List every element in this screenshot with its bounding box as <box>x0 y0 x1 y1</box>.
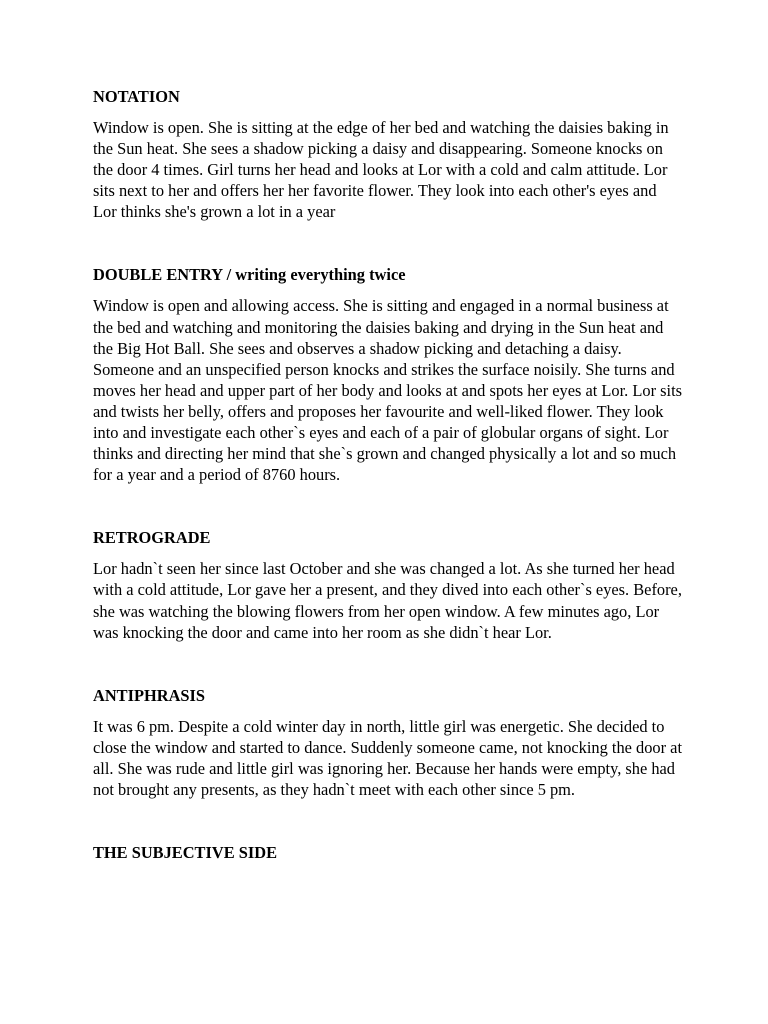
section-paragraph: Window is open. She is sitting at the edge of her bed and watching the daisies baking in the Sun heat. She sees a shadow picking a daisy and disappearing. Someone knocks on the door 4 times. Girl turns her head and looks at Lor with a cold and calm attitude. Lor sits next to her and offers her her favorite flower. They look into each other's eyes and Lor thinks she's grown a lot in a year <box>93 118 669 222</box>
section-paragraph: Window is open and allowing access. She is sitting and engaged in a normal business at the bed and watching and monitoring the daisies baking and drying in the Sun heat and the Big Hot Ball. She sees and observes a shadow picking and detaching a daisy. Someone and an unspecified person knocks and strikes the surface noisily. She turns and moves her head and upper part of her body and looks at and spots her eyes at Lor. Lor sits and twists her belly, offers and proposes her favourite and well-liked flower. They look into and investigate each other`s eyes and each of a pair of globular organs of sight. Lor thinks and directing her mind that she`s grown and changed physically a lot and so much for a year and a period of 8760 hours. <box>93 296 682 485</box>
section-heading: RETROGRADE <box>93 528 211 548</box>
section-antiphrasis <box>93 685 683 800</box>
section-gap <box>93 643 683 685</box>
section-gap <box>93 485 683 527</box>
section-subjective-side <box>93 842 683 863</box>
section-gap <box>93 222 683 264</box>
section-heading: DOUBLE ENTRY / writing everything twice <box>93 265 406 285</box>
section-heading: NOTATION <box>93 87 180 106</box>
section-heading: THE SUBJECTIVE SIDE <box>93 843 278 863</box>
section-paragraph: Lor hadn`t seen her since last October and she was changed a lot. As she turned her head with a cold attitude, Lor gave her a present, and they dived into each other`s eyes. Before, she was watching the blowing flowers from her open window. A few minutes ago, Lor was knocking the door and came into her room as she didn`t hear Lor. <box>93 559 682 642</box>
section-heading: ANTIPHRASIS <box>93 685 206 705</box>
document-page <box>93 86 683 873</box>
section-double-entry <box>93 264 683 485</box>
section-retrograde <box>93 527 683 642</box>
section-notation <box>93 86 683 222</box>
section-gap <box>93 800 683 842</box>
section-paragraph: It was 6 pm. Despite a cold winter day in north, little girl was energetic. She decided to close the window and started to dance. Suddenly someone came, not knocking the door at all. She was rude and little girl was ignoring her. Because her hands were empty, she had not brought any presents, as they hadn`t meet with each other since 5 pm. <box>93 716 682 799</box>
